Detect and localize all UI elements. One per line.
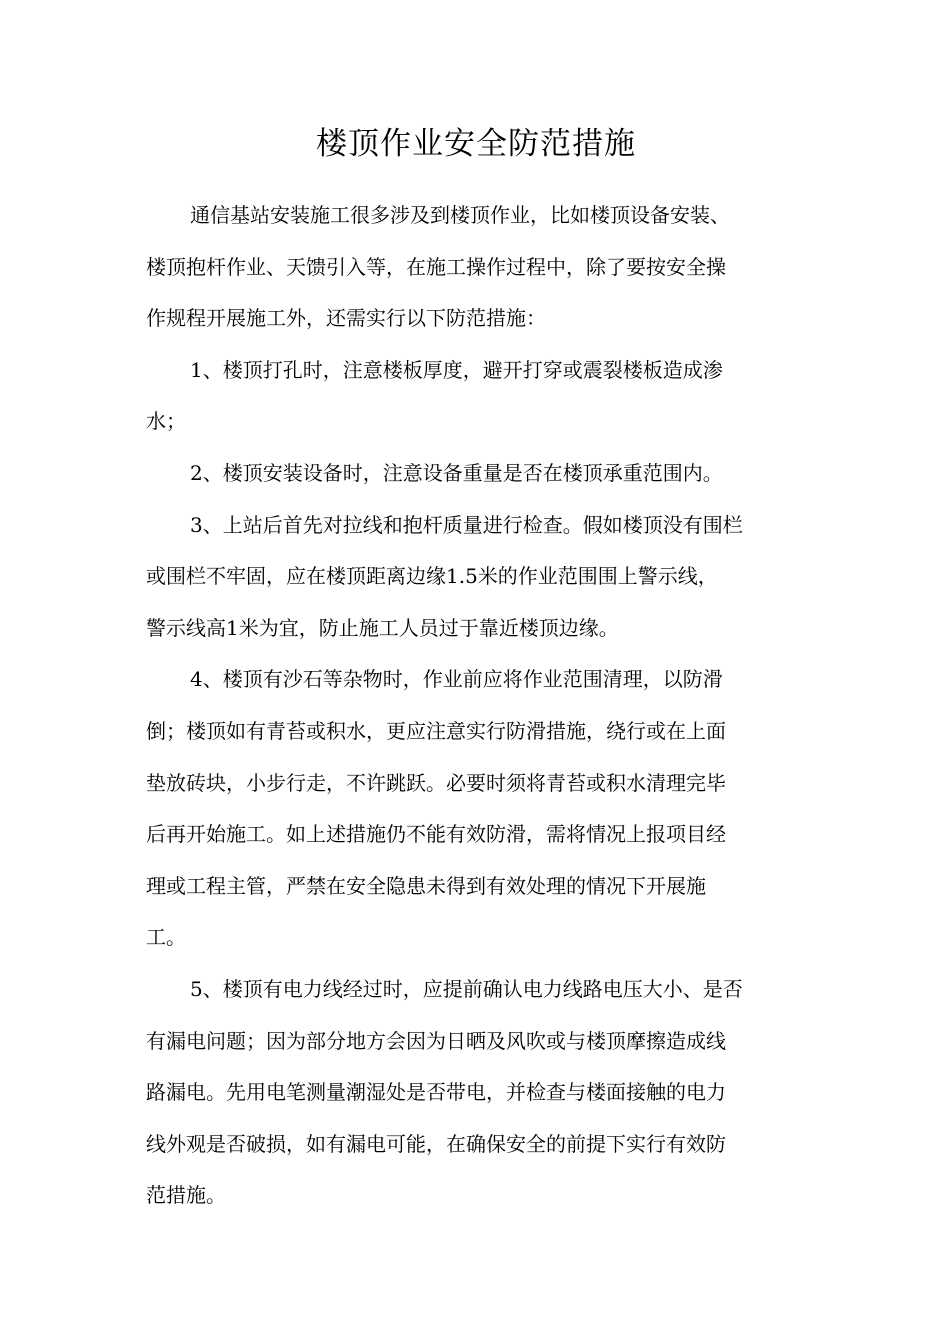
- text-line: 2、楼顶安装设备时，注意设备重量是否在楼顶承重范围内。: [190, 460, 723, 485]
- text-line: 或围栏不牢固，应在楼顶距离边缘1.5米的作业范围围上警示线，: [146, 564, 718, 589]
- text-line: 水；: [146, 409, 186, 434]
- text-line: 作规程开展施工外，还需实行以下防范措施：: [146, 306, 546, 331]
- text-line: 倒；楼顶如有青苔或积水，更应注意实行防滑措施，绕行或在上面: [146, 718, 726, 743]
- document-body: [146, 190, 806, 1222]
- text-line: 线外观是否破损，如有漏电可能，在确保安全的前提下实行有效防: [146, 1131, 726, 1156]
- text-line: 路漏电。先用电笔测量潮湿处是否带电，并检查与楼面接触的电力: [146, 1080, 726, 1105]
- text-line: 警示线高1米为宜，防止施工人员过于靠近楼顶边缘。: [146, 615, 619, 640]
- text-line: 1、楼顶打孔时，注意楼板厚度，避开打穿或震裂楼板造成渗: [190, 357, 723, 382]
- text-line: 工。: [146, 925, 186, 950]
- text-line: 通信基站安装施工很多涉及到楼顶作业，比如楼顶设备安装、: [190, 203, 730, 227]
- text-line: 理或工程主管，严禁在安全隐患未得到有效处理的情况下开展施: [146, 873, 706, 898]
- text-line: 3、上站后首先对拉线和抱杆质量进行检查。假如楼顶没有围栏: [190, 512, 743, 537]
- text-line: 范措施。: [146, 1183, 226, 1208]
- text-line: 5、楼顶有电力线经过时，应提前确认电力线路电压大小、是否: [190, 976, 743, 1001]
- text-line: 垫放砖块，小步行走，不许跳跃。必要时须将青苔或积水清理完毕: [146, 770, 726, 795]
- text-line: 4、楼顶有沙石等杂物时，作业前应将作业范围清理，以防滑: [190, 667, 723, 692]
- document-title: 楼顶作业安全防范措施: [316, 126, 636, 162]
- text-line: 有漏电问题；因为部分地方会因为日晒及风吹或与楼顶摩擦造成线: [146, 1028, 726, 1053]
- text-line: 后再开始施工。如上述措施仍不能有效防滑，需将情况上报项目经: [146, 822, 726, 847]
- text-line: 楼顶抱杆作业、天馈引入等，在施工操作过程中，除了要按安全操: [146, 254, 726, 279]
